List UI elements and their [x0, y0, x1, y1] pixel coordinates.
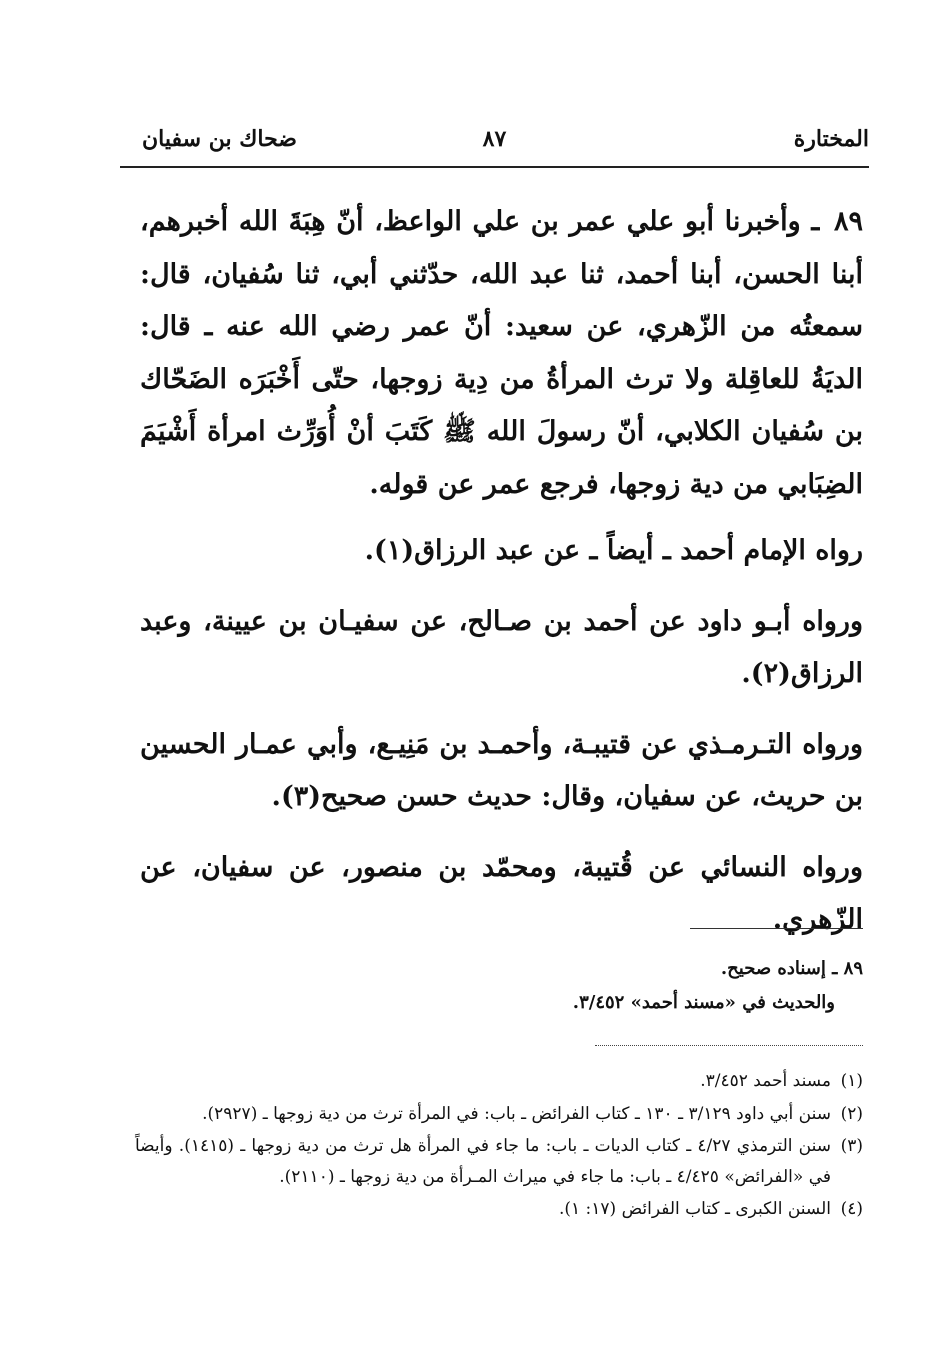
- header-divider: [120, 166, 869, 168]
- main-text: [140, 196, 863, 965]
- footnote-item: [135, 1131, 863, 1192]
- book-title: المختارة: [793, 126, 869, 152]
- footnote-text: سنن الترمذي ٤/٢٧ ـ كتاب الديات ـ باب: ما جاء في المرأة هل ترث من دية زوجها ـ (١٤١٥). وأيضاً في «الفرائض» ٤/٤٢٥ ـ باب: ما جاء في ميراث المـرأة من دية زوجها ـ (٢١١٠).: [135, 1136, 831, 1187]
- section-name: ضحاك بن سفيان: [142, 126, 297, 152]
- hadith-text: ـ وأخبرنا أبو علي عمر بن علي الواعظ، أنّ هِبَةَ الله أخبرهم، أبنا الحسن، أبنا أحمد، ثنا عبد الله، حدّثني أبي، ثنا سُفيان، قال: سمعتُه من الزّهري، عن سعيد: أنّ عمر رضي الله عنه ـ قال: الديَةُ للعاقِلة ولا ترث المرأةُ من دِية زوجها، حتّى أَخْبَرَه الضَحّاك بن سُفيان الكلابي، أنّ رسولَ الله ﷺ كَتَبَ أنْ أُوَرِّث امرأة أَشْيَمَ الضِبَابي من دية زوجها، فرجع عمر عن قوله.: [140, 206, 863, 500]
- narration-paragraph: ورواه النسائي عن قُتيبة، ومحمّد بن منصور، عن سفيان، عن الزّهري.: [140, 851, 863, 935]
- footnote-marker: (٢): [840, 1103, 863, 1124]
- hadith-paragraph: [140, 196, 863, 511]
- footnote-item: [135, 1066, 863, 1097]
- footnote-marker: (٤): [840, 1199, 863, 1219]
- footnote-item: [135, 1194, 863, 1225]
- footnotes: [135, 1066, 863, 1227]
- editor-notes: [400, 952, 863, 1020]
- footnote-item: [135, 1099, 863, 1130]
- editor-note-line: ٨٩ ـ إسناده صحيح.: [720, 958, 863, 979]
- footnote-marker: (١): [840, 1071, 863, 1091]
- footnote-marker: (٣): [840, 1136, 863, 1156]
- running-header: [120, 126, 869, 160]
- narration-paragraph: ورواه أبـو داود عن أحمد بن صـالح، عن سفيـان بن عيينة، وعبد الرزاق(٢).: [140, 605, 863, 689]
- editor-note-line: والحديث في «مسند أحمد» ٣/٤٥٢.: [572, 992, 835, 1013]
- narration-paragraph: ورواه التـرمـذي عن قتيبـة، وأحمـد بن مَنِيـع، وأبي عمـار الحسين بن حريث، عن سفيان، وقال: حديث حسن صحيح(٣).: [140, 728, 863, 812]
- notes-divider: [690, 928, 863, 929]
- narration-paragraph: رواه الإمام أحمد ـ أيضاً ـ عن عبد الرزاق(١).: [364, 535, 863, 566]
- footnote-text: مسند أحمد ٣/٤٥٢.: [700, 1071, 831, 1091]
- footnotes-divider: [595, 1045, 863, 1046]
- footnote-text: سنن أبي داود ٣/١٢٩ ـ ١٣٠ ـ كتاب الفرائض ـ باب: في المرأة ترث من دية زوجها ـ (٢٩٢٧).: [202, 1103, 831, 1124]
- hadith-number: ٨٩: [833, 206, 863, 237]
- page-number: ٨٧: [482, 126, 507, 152]
- footnote-text: السنن الكبرى ـ كتاب الفرائض (١٧: ١).: [558, 1199, 831, 1219]
